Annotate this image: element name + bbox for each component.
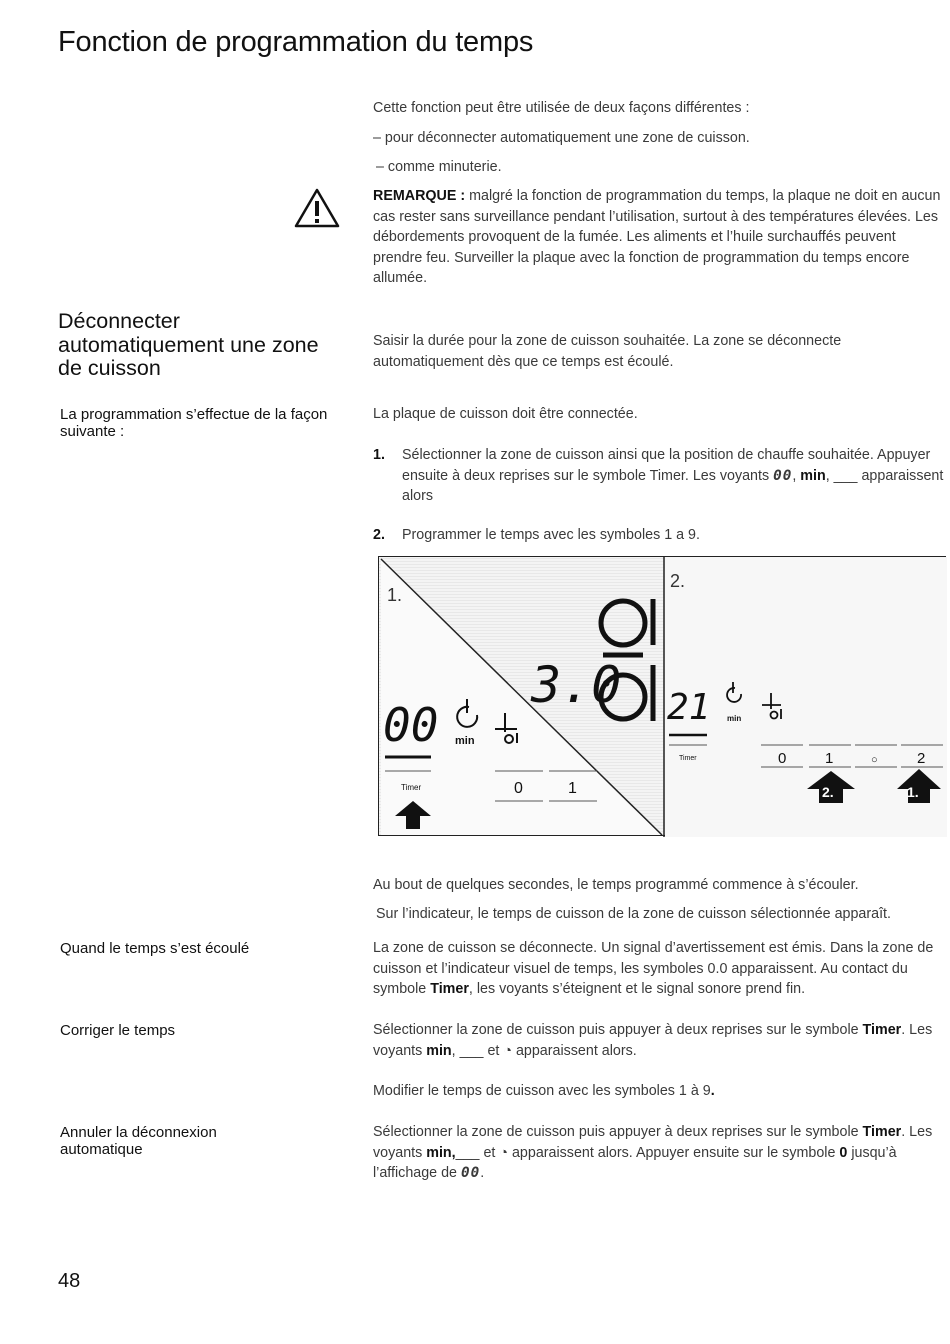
after-paragraph-1: Au bout de quelques secondes, le temps programmé commence à s’écouler. [373, 877, 859, 893]
segment-display-text: 00 [773, 467, 793, 484]
elapsed-text: La zone de cuisson se déconnecte. Un signal d’avertissement est émis. Dans la zone de cuisson et l’indicateur visuel de temps, les symboles 0.0 apparaissent. Au contact du symbole Timer, les voyants s’éteignent et le signal sonore prend fin. [373, 940, 934, 997]
min-label-1: min [455, 735, 475, 747]
sub-text: La plaque de cuisson doit être connectée. [373, 406, 638, 422]
correct-text: Sélectionner la zone de cuisson puis appuyer à deux reprises sur le symbole Timer. Les voyants min, ___ et ◔ apparaissent alors. [373, 1022, 933, 1059]
key-0-panel-1[interactable]: 0 [514, 780, 523, 797]
zero-symbol-ref: 0 [839, 1144, 848, 1161]
step-1-number: 1. [373, 447, 385, 463]
zone-display: 3.0 [531, 656, 622, 714]
remark-text: malgré la fonction de programmation du temps, la plaque ne doit en aucun cas rester sans surveillance pendant l’utilisation, surtout à des températures élevées. Les débordements provoquent de la fumée. Les aliments et l’huile surchauffés peuvent prendre feu. Surveiller la plaque avec la fonction de programmation du temps encore allumée. [373, 188, 941, 286]
remark-label: REMARQUE : [373, 188, 466, 204]
key-2-panel-2[interactable]: 2 [917, 750, 926, 767]
timer-symbol-ref: Timer [430, 981, 469, 997]
page-title: Fonction de programmation du temps [58, 26, 534, 58]
cancel-text: Sélectionner la zone de cuisson puis appuyer à deux reprises sur le symbole Timer. Les voyants min,___ et ◔ apparaissent alors. Appuyer ensuite sur le symbole 0 jusqu’à l’affichage de 00. [373, 1124, 933, 1181]
after-paragraph-2: Sur l’indicateur, le temps de cuisson de la zone de cuisson sélectionnée apparaît. [376, 906, 892, 922]
step-1 [373, 445, 943, 507]
page-number: 48 [58, 1270, 81, 1292]
min-indicator: min [800, 467, 826, 484]
timer-symbol-ref: Timer [862, 1124, 902, 1140]
segment-display-text: 00 [460, 1165, 481, 1181]
timer-display-2: 21 [667, 687, 711, 728]
panel-2-label: 2. [670, 571, 686, 591]
step-2-number: 2. [373, 527, 385, 543]
elapsed-label: Quand le temps s’est écoulé [60, 940, 250, 957]
min-indicator: min [426, 1042, 452, 1059]
control-panel-illustration [378, 556, 946, 836]
cancel-label: Annuler la déconnexion automatique [60, 1124, 217, 1158]
key-circle-panel-2[interactable]: ○ [871, 754, 878, 766]
timer-symbol-ref: Timer [862, 1022, 902, 1038]
key-0-panel-2[interactable]: 0 [778, 750, 787, 767]
timer-button-1[interactable]: Timer [401, 783, 422, 792]
step-2-text: Programmer le temps avec les symboles 1 a 9. [402, 527, 700, 543]
intro-item-1: – pour déconnecter automatiquement une zone de cuisson. [373, 130, 750, 146]
section-heading: Déconnecter automatiquement une zone de cuisson [58, 309, 319, 380]
step-2 [373, 525, 943, 547]
arrow-step-2-label: 2. [822, 784, 834, 800]
intro-paragraph: Cette fonction peut être utilisée de deux façons différentes : [373, 100, 750, 116]
intro-item-2: – comme minuterie. [376, 159, 502, 175]
warning-icon [293, 187, 341, 229]
min-indicator: min, [426, 1144, 456, 1161]
min-label-2: min [727, 714, 742, 723]
arrow-step-1-label: 1. [907, 784, 919, 800]
step-1-text: Sélectionner la zone de cuisson ainsi que la position de chauffe souhaitée. Appuyer ensuite à deux reprises sur le symbole Timer. Les voyants 00, min, ___ apparaissent alors [402, 447, 944, 504]
sub-label: La programmation s’effectue de la façon suivante : [60, 406, 328, 440]
panel-1-label: 1. [387, 585, 403, 605]
correct-label: Corriger le temps [60, 1022, 176, 1039]
timer-display-1: 00 [383, 698, 439, 752]
section-intro: Saisir la durée pour la zone de cuisson souhaitée. La zone se déconnecte automatiquement dès que ce temps est écoulé. [373, 333, 842, 370]
key-1-panel-1[interactable]: 1 [568, 780, 577, 797]
correct-text-2: Modifier le temps de cuisson avec les symboles 1 à 9. [373, 1083, 715, 1099]
key-1-panel-2[interactable]: 1 [825, 750, 834, 767]
timer-button-2[interactable]: Timer [679, 755, 697, 762]
remark-paragraph [373, 186, 948, 289]
